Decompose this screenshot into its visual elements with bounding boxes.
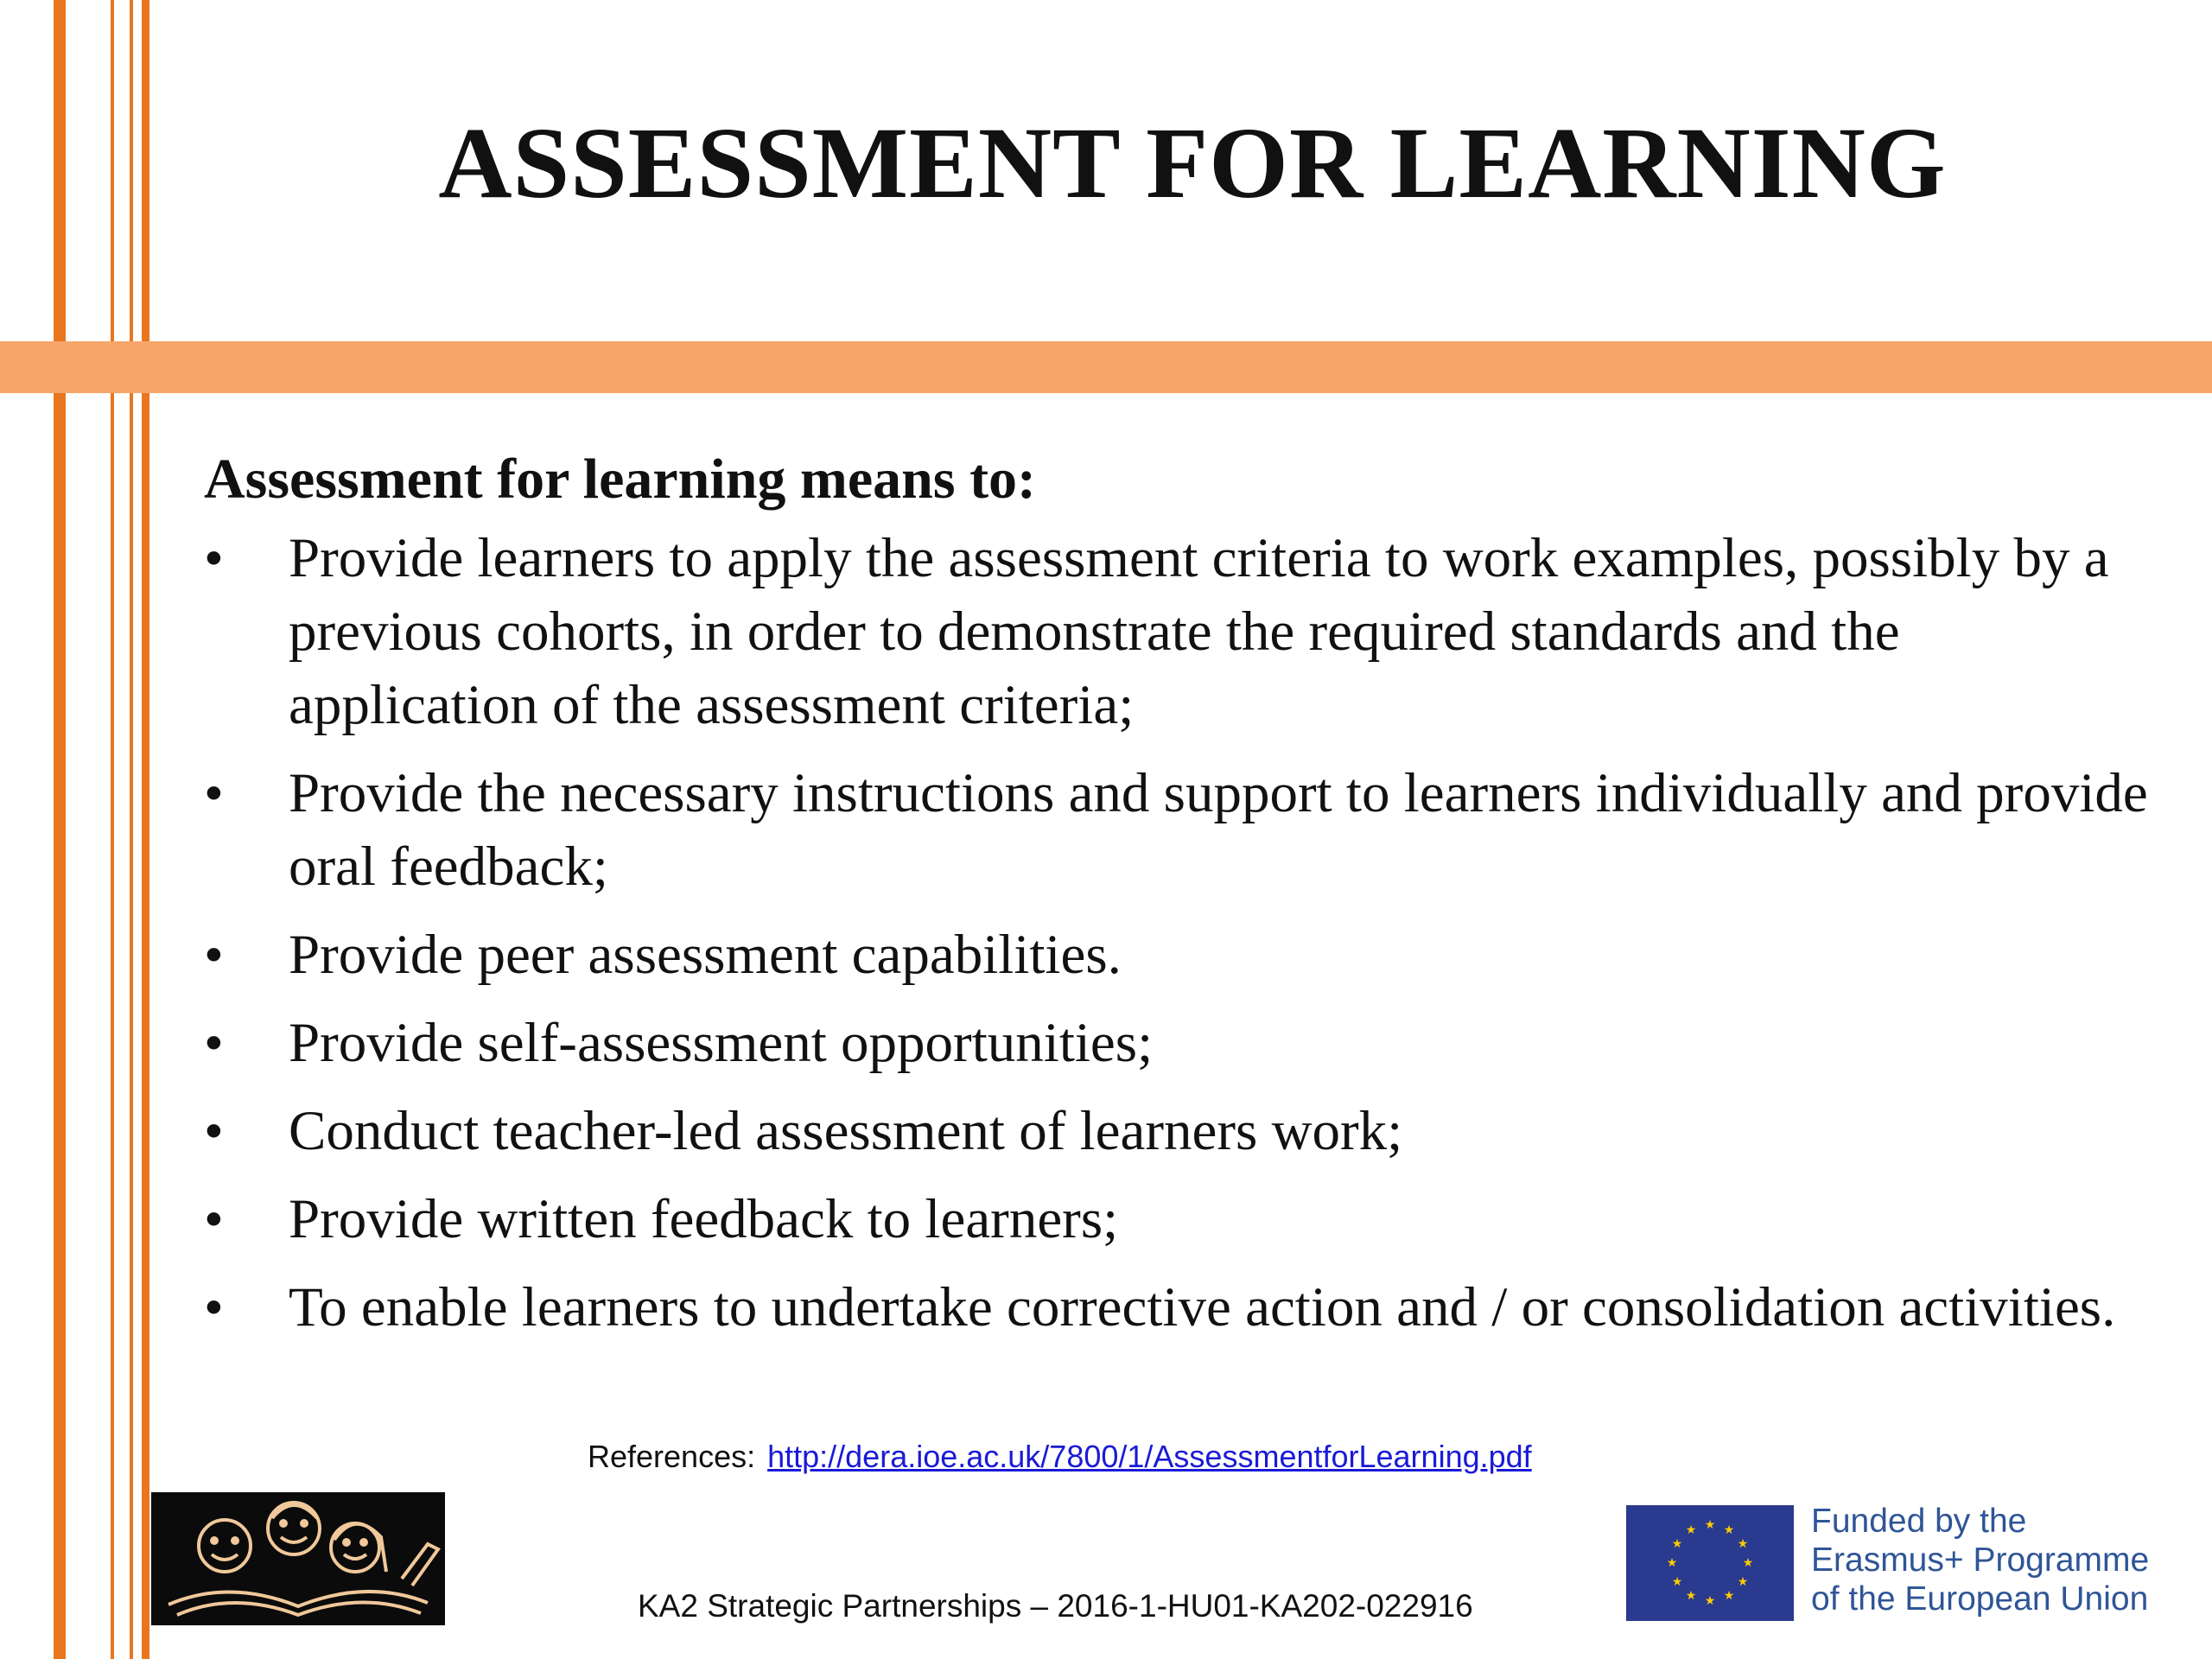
eu-funding-text bbox=[1811, 1502, 2149, 1618]
eu-flag-icon bbox=[1626, 1505, 1794, 1621]
list-item bbox=[204, 918, 2148, 992]
bullet-icon: • bbox=[204, 1188, 224, 1250]
list-item bbox=[204, 1007, 2148, 1080]
list-item-text: To enable learners to undertake corrective action and / or consolidation activities. bbox=[289, 1276, 2116, 1338]
eu-text-line-1: Funded by the bbox=[1811, 1503, 2027, 1540]
list-item bbox=[204, 1271, 2148, 1344]
faces-book-icon bbox=[151, 1492, 445, 1625]
list-item-text: Provide peer assessment capabilities. bbox=[289, 924, 1122, 986]
bullet-icon: • bbox=[204, 924, 224, 986]
list-item-text: Conduct teacher-led assessment of learners work; bbox=[289, 1100, 1403, 1162]
left-accent-line-thick bbox=[54, 0, 66, 1659]
title-divider-band bbox=[0, 341, 2212, 393]
svg-text:★: ★ bbox=[1671, 1575, 1683, 1589]
slide-title: ASSESSMENT FOR LEARNING bbox=[438, 106, 1947, 219]
bullet-icon: • bbox=[204, 1276, 224, 1338]
project-logo bbox=[151, 1492, 445, 1625]
references bbox=[588, 1439, 1532, 1475]
left-accent-line-medium bbox=[142, 0, 149, 1659]
eu-text-line-3: of the European Union bbox=[1811, 1580, 2149, 1618]
svg-text:★: ★ bbox=[1723, 1523, 1735, 1537]
list-item bbox=[204, 757, 2148, 904]
svg-text:★: ★ bbox=[1742, 1556, 1754, 1570]
svg-text:★: ★ bbox=[1704, 1594, 1716, 1608]
svg-text:★: ★ bbox=[1685, 1523, 1697, 1537]
svg-text:★: ★ bbox=[1737, 1575, 1749, 1589]
slide-body bbox=[204, 441, 2148, 1359]
svg-text:★: ★ bbox=[1704, 1518, 1716, 1532]
references-link[interactable]: http://dera.ioe.ac.uk/7800/1/AssessmentforLearning.pdf bbox=[767, 1439, 1532, 1474]
list-item-text: Provide self-assessment opportunities; bbox=[289, 1012, 1154, 1074]
svg-text:★: ★ bbox=[1723, 1589, 1735, 1603]
list-item bbox=[204, 1095, 2148, 1168]
svg-text:★: ★ bbox=[1685, 1589, 1697, 1603]
references-label: References: bbox=[588, 1439, 756, 1474]
project-code: KA2 Strategic Partnerships – 2016-1-HU01-KA202-022916 bbox=[638, 1588, 1473, 1624]
bullet-icon: • bbox=[204, 1100, 224, 1162]
eu-stars-icon bbox=[1626, 1505, 1794, 1621]
svg-text:★: ★ bbox=[1666, 1556, 1678, 1570]
list-item bbox=[204, 522, 2148, 742]
list-item-text: Provide learners to apply the assessment criteria to work examples, possibly by a previous cohorts, in order to demonstrate the required standards and the application of the assessment criteria; bbox=[289, 527, 2109, 736]
bullet-list bbox=[204, 522, 2148, 1344]
left-accent-line-thin-2 bbox=[130, 0, 133, 1659]
left-accent-line-thin-1 bbox=[111, 0, 114, 1659]
svg-text:★: ★ bbox=[1737, 1537, 1749, 1551]
eu-text-line-2: Erasmus+ Programme bbox=[1811, 1541, 2150, 1579]
bullet-icon: • bbox=[204, 762, 224, 824]
bullet-icon: • bbox=[204, 527, 224, 589]
list-item-text: Provide the necessary instructions and support to learners individually and provide oral feedback; bbox=[289, 762, 2148, 898]
svg-text:★: ★ bbox=[1671, 1537, 1683, 1551]
list-item-text: Provide written feedback to learners; bbox=[289, 1188, 1119, 1250]
intro-heading: Assessment for learning means to: bbox=[204, 448, 1037, 511]
bullet-icon: • bbox=[204, 1012, 224, 1074]
list-item bbox=[204, 1183, 2148, 1256]
